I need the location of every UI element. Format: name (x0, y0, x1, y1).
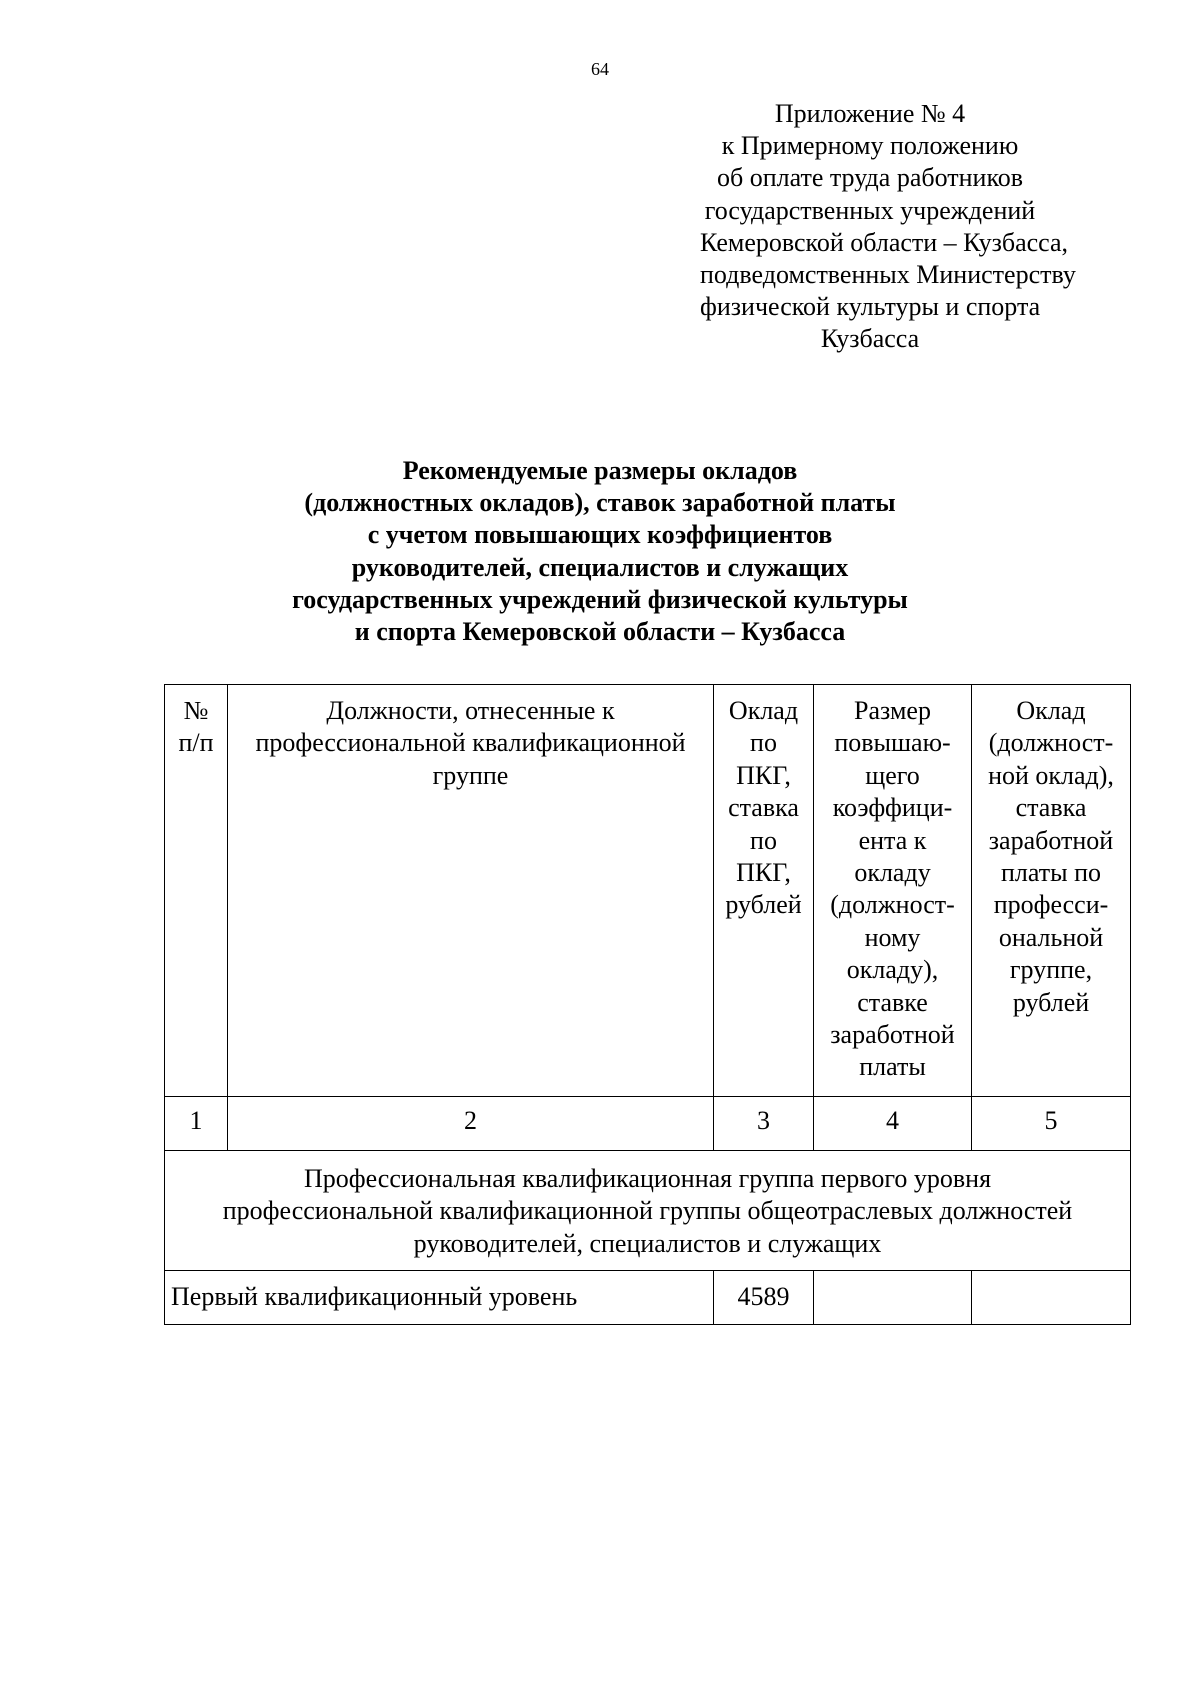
header-line: (должност- (988, 728, 1114, 758)
header-line: заработной (830, 1020, 955, 1050)
header-line: ПКГ, (736, 858, 791, 888)
header-line: группе (432, 760, 509, 790)
header-line: (должност- (830, 890, 955, 920)
header-line: ставке (857, 987, 928, 1017)
table-row (165, 1271, 1131, 1325)
header-cell-coefficient (814, 685, 972, 1097)
appendix-line: государственных учреждений (704, 195, 1036, 225)
coefficient-cell (814, 1271, 972, 1325)
salary-table (164, 684, 1131, 1325)
appendix-line: подведомственных Министерству (700, 260, 1076, 290)
column-number-cell: 4 (814, 1097, 972, 1151)
header-line: ставка (728, 793, 799, 823)
header-line: рублей (725, 890, 802, 920)
appendix-line: к Примерному положению (721, 131, 1019, 161)
header-cell-number (165, 685, 228, 1097)
header-line: ставка (1015, 793, 1087, 823)
header-cell-position (228, 685, 714, 1097)
header-line: заработной (988, 825, 1114, 855)
column-number-cell: 1 (165, 1097, 228, 1151)
header-line: № (183, 696, 209, 725)
header-line: по (750, 728, 777, 758)
section-line: руководителей, специалистов и служащих (413, 1228, 882, 1258)
appendix-line: Кузбасса (820, 324, 920, 354)
title-line: государственных учреждений физической культуры (292, 584, 908, 614)
appendix-header (700, 98, 1076, 356)
title-line: Рекомендуемые размеры окладов (402, 456, 798, 485)
header-line: ПКГ, (736, 760, 791, 790)
header-line: Оклад (728, 696, 799, 725)
page-number: 64 (591, 59, 609, 79)
header-line: щего (865, 760, 920, 790)
title-line: с учетом повышающих коэффициентов (367, 520, 833, 550)
column-number-row (165, 1097, 1131, 1151)
header-line: платы (859, 1052, 926, 1082)
section-row (165, 1151, 1131, 1271)
header-line: повышаю- (834, 728, 951, 758)
header-line: группе, (1009, 955, 1093, 985)
header-line: ной оклад), (988, 760, 1114, 790)
header-line: окладу (854, 858, 931, 888)
section-line: Профессиональная квалификационная группа первого уровня (303, 1164, 992, 1193)
column-number-cell: 2 (228, 1097, 714, 1151)
table-header-row (165, 685, 1131, 1097)
header-cell-base-salary (714, 685, 814, 1097)
section-heading-cell (165, 1151, 1131, 1271)
header-line: п/п (178, 728, 214, 758)
column-number-cell: 3 (714, 1097, 814, 1151)
header-line: платы по (1000, 858, 1101, 888)
header-line: Должности, отнесенные к (326, 696, 615, 725)
qualification-level-cell: Первый квалификационный уровень (165, 1271, 714, 1325)
base-salary-cell: 4589 (714, 1271, 814, 1325)
appendix-line: Приложение № 4 (774, 99, 966, 128)
header-line: коэффици- (832, 793, 953, 823)
header-line: Оклад (1016, 696, 1086, 725)
appendix-line: физической культуры и спорта (700, 292, 1041, 322)
header-line: рублей (1012, 987, 1090, 1017)
header-cell-total-salary (972, 685, 1131, 1097)
document-title (0, 455, 1200, 648)
header-line: ному (864, 922, 921, 952)
header-line: ента к (858, 825, 927, 855)
title-line: руководителей, специалистов и служащих (351, 552, 849, 582)
header-line: окладу), (846, 955, 939, 985)
header-line: професси- (993, 890, 1109, 920)
header-line: профессиональной квалификационной (255, 728, 686, 758)
header-line: Размер (854, 696, 931, 725)
column-number-cell: 5 (972, 1097, 1131, 1151)
appendix-line: Кемеровской области – Кузбасса, (700, 227, 1069, 257)
title-line: и спорта Кемеровской области – Кузбасса (354, 617, 846, 647)
header-line: по (750, 825, 777, 855)
header-line: ональной (998, 922, 1104, 952)
title-line: (должностных окладов), ставок заработной платы (304, 488, 896, 518)
total-salary-cell (972, 1271, 1131, 1325)
appendix-line: об оплате труда работников (716, 163, 1024, 193)
section-line: профессиональной квалификационной группы общеотраслевых должностей (222, 1196, 1073, 1226)
